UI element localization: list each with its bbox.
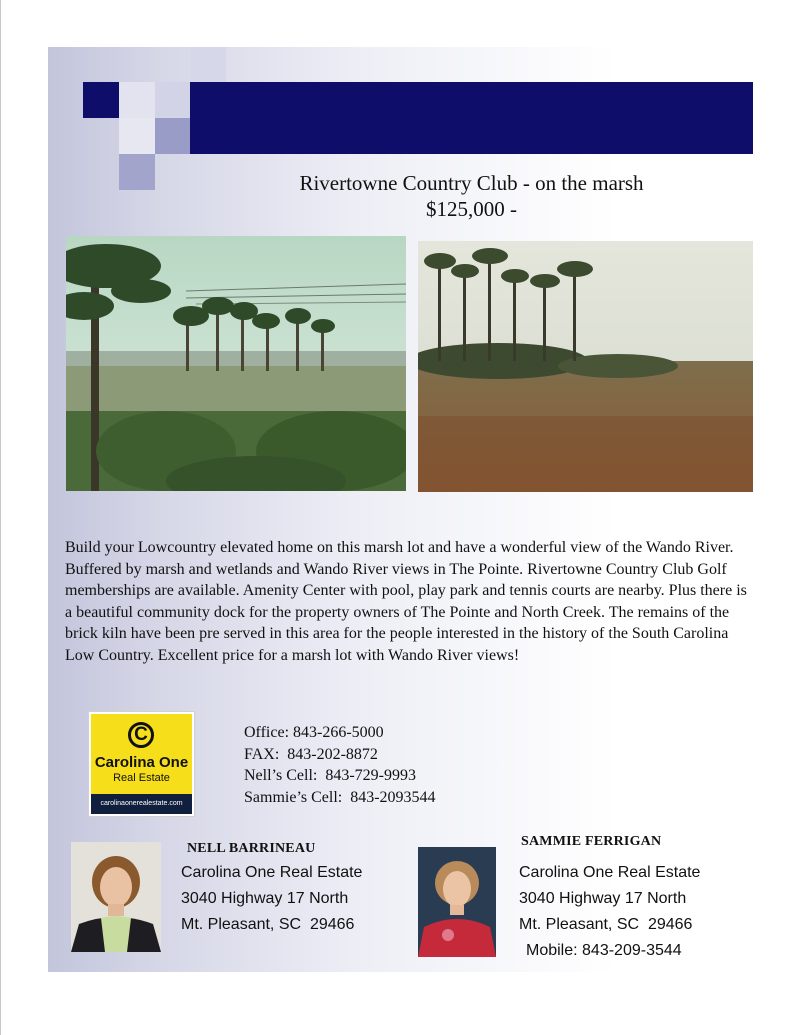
deco-square [155, 118, 190, 154]
deco-square [119, 82, 155, 118]
marsh-photo-left [66, 236, 406, 491]
deco-square [190, 47, 226, 82]
marsh-photo-right [418, 241, 753, 492]
agent-sammie-company: Carolina One Real Estate [519, 864, 701, 881]
left-edge-rule [0, 0, 1, 1035]
agent-nell-street: 3040 Highway 17 North [181, 890, 349, 907]
contact-office: Office: 843-266-5000 [244, 724, 384, 741]
deco-square [119, 118, 155, 154]
copyright-c-icon: C [128, 722, 154, 748]
logo-subtitle: Real Estate [113, 772, 170, 784]
nell-headshot [71, 842, 161, 952]
listing-title-text: Rivertowne Country Club - on the marsh [299, 171, 644, 195]
agent-name-sammie: SAMMIE FERRIGAN [521, 834, 662, 849]
carolina-one-logo [89, 712, 194, 816]
deco-square [119, 154, 155, 190]
contact-block [244, 722, 436, 808]
agent-sammie-street: 3040 Highway 17 North [519, 890, 687, 907]
logo-url: carolinaonerealestate.com [91, 794, 192, 814]
agent-details-nell [181, 860, 362, 938]
agent-nell-city: Mt. Pleasant, SC 29466 [181, 916, 355, 933]
agent-sammie-city: Mt. Pleasant, SC 29466 [519, 916, 693, 933]
sammie-headshot [418, 847, 496, 957]
listing-title [190, 170, 753, 222]
contact-fax: FAX: 843-202-8872 [244, 745, 378, 763]
agent-name-nell: NELL BARRINEAU [187, 841, 316, 856]
listing-description: Build your Lowcountry elevated home on this marsh lot and have a wonderful view of the Wando River. Buffered by marsh and wetlands and Wando River views in The Pointe. Rivertowne Country Club Golf memberships are available. Amenity Center with pool, play park and tennis courts are nearby. Plus there is a beautiful community dock for the property owners of The Pointe and North Creek. The remains of the brick kiln have been pre served in this area for the people interested in the history of the South Carolina Low Country. Excellent price for a marsh lot with Wando River views! [65, 539, 747, 664]
agent-sammie-mobile: Mobile: 843-209-3544 [526, 942, 682, 959]
listing-price: $125,000 - [426, 197, 517, 221]
contact-nell-cell: Nell’s Cell: 843-729-9993 [244, 767, 416, 784]
agent-nell-company: Carolina One Real Estate [181, 864, 363, 881]
deco-square [155, 82, 190, 118]
agent-details-sammie [519, 860, 700, 964]
header-bar [190, 82, 753, 154]
logo-yellow-field [91, 714, 192, 794]
logo-name: Carolina One [94, 754, 189, 771]
deco-square [83, 82, 119, 118]
contact-sammie-cell: Sammie’s Cell: 843-2093544 [244, 788, 436, 806]
